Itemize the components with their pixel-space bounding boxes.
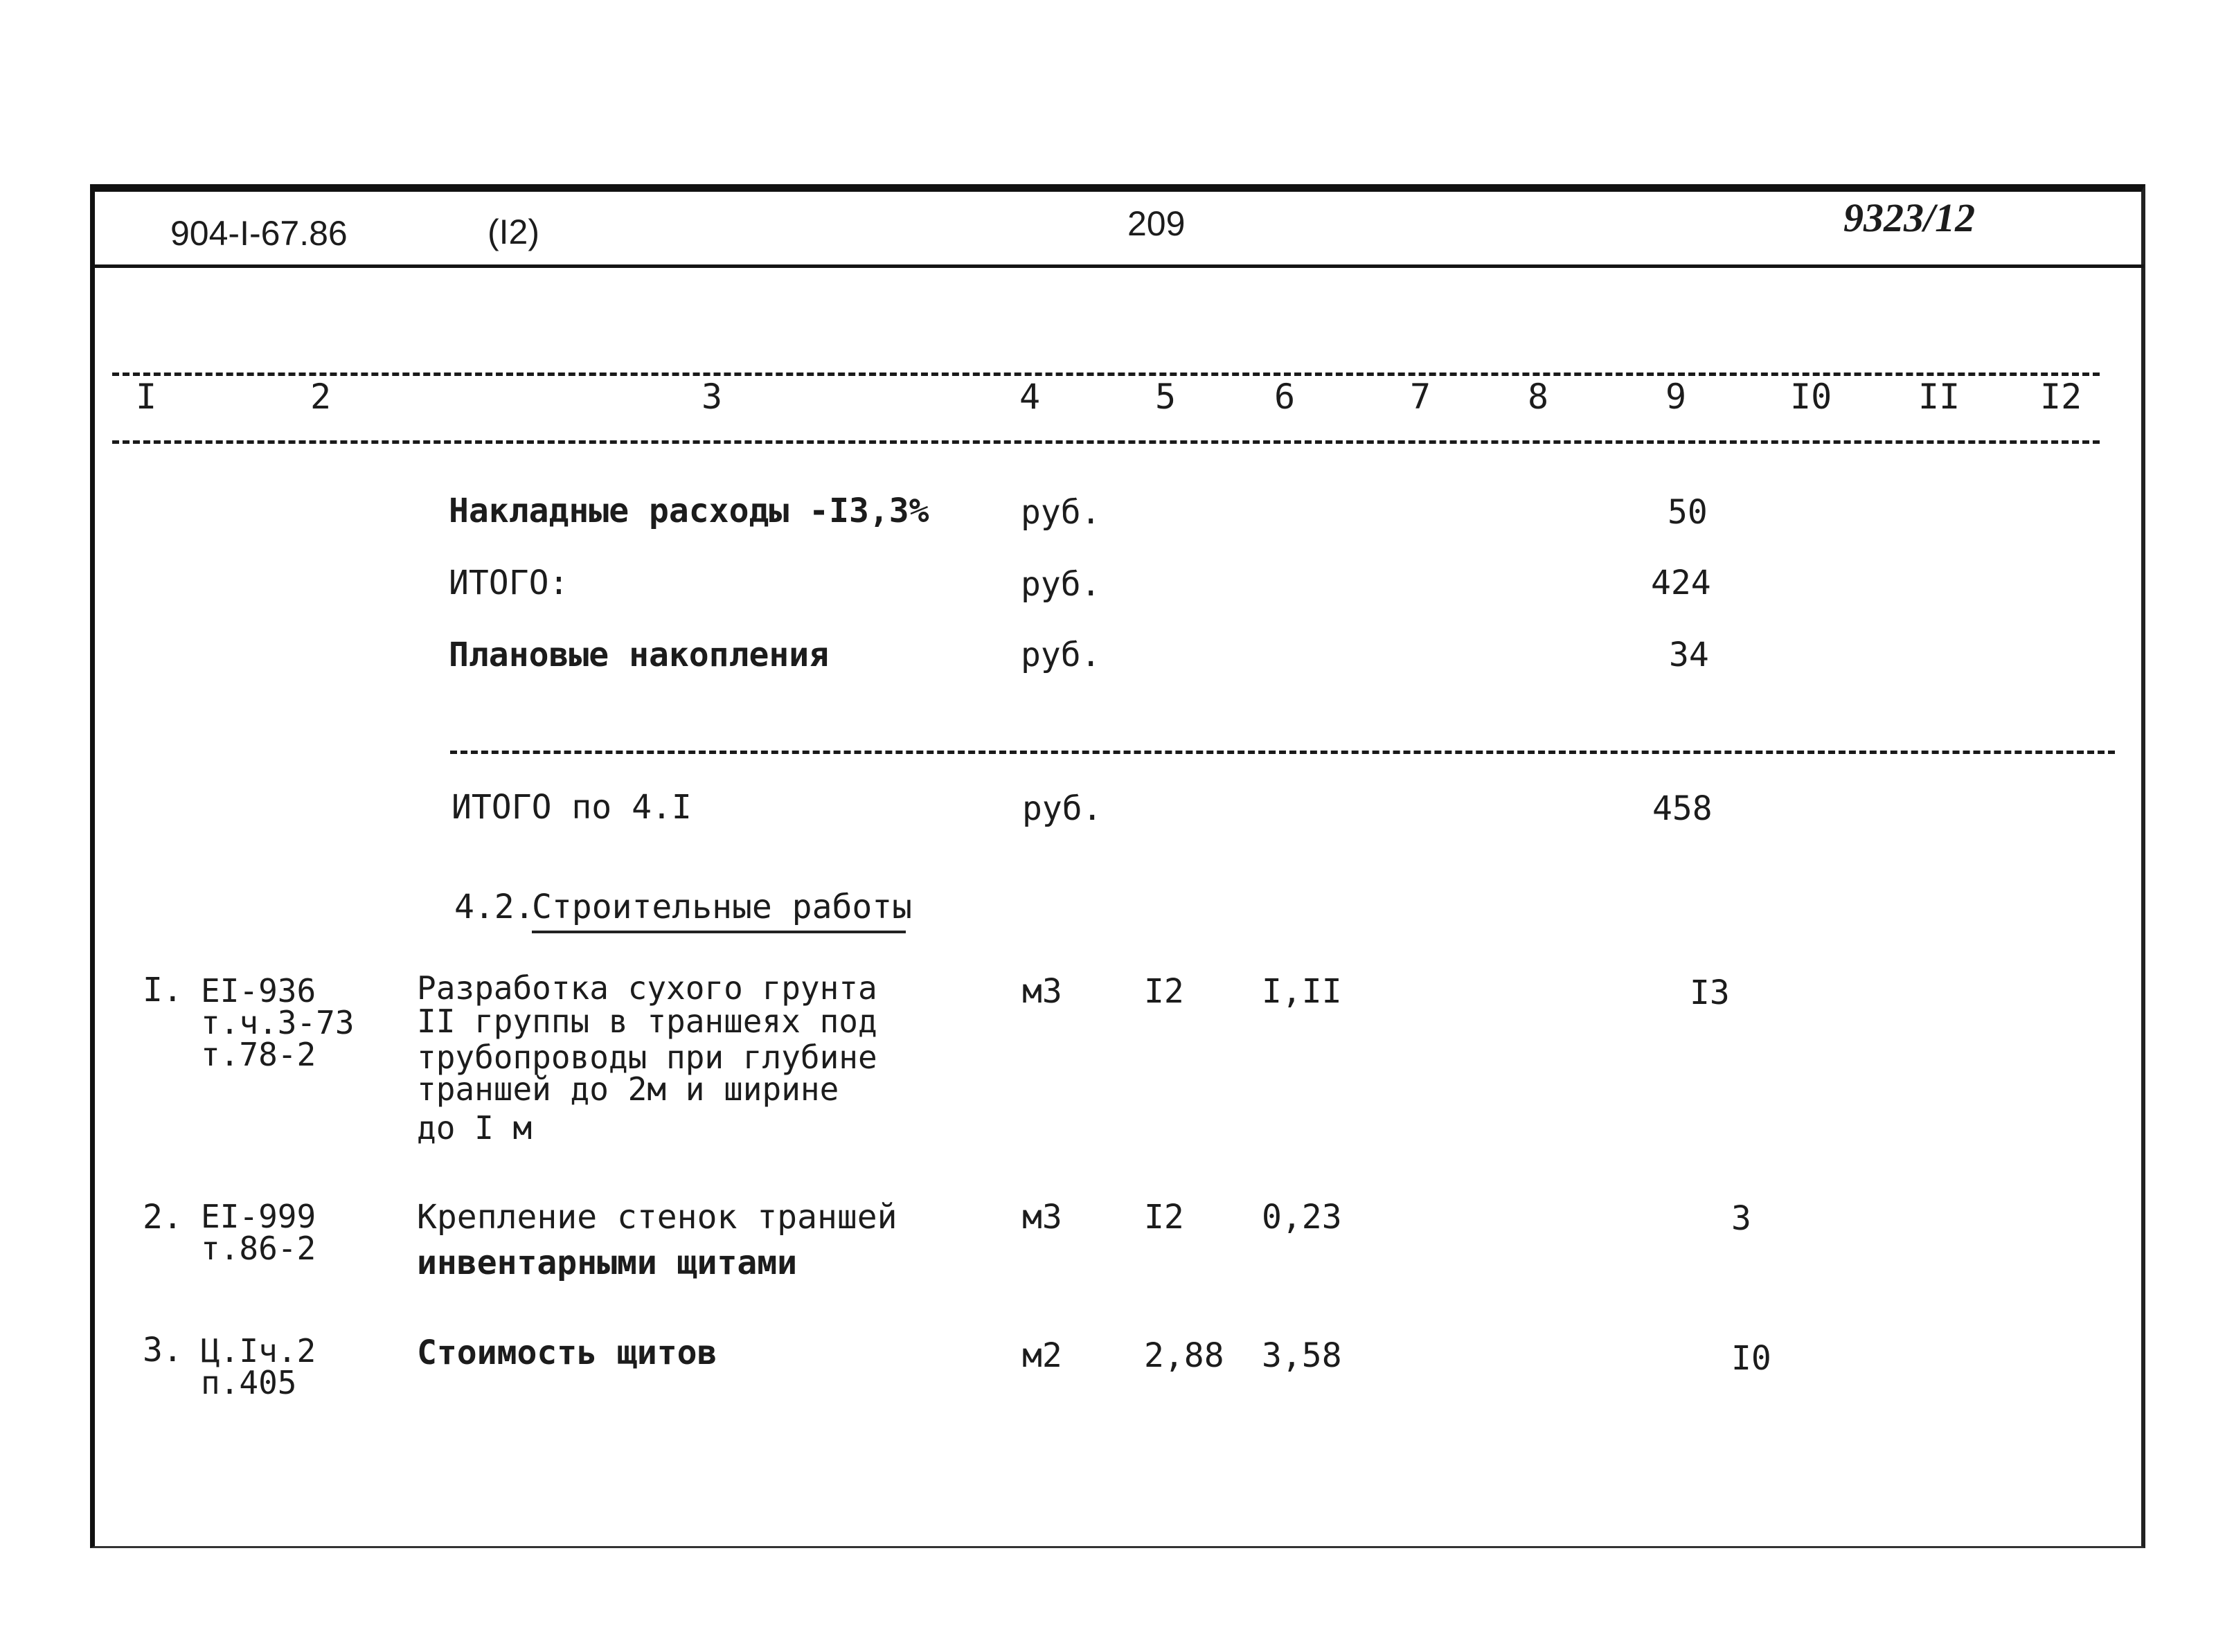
item-description: трубопроводы при глубине [417, 1039, 877, 1076]
summary-label: ИТОГО: [449, 564, 569, 602]
item-unit-price: I,II [1262, 972, 1342, 1011]
item-code: Ц.Iч.2 [201, 1332, 316, 1370]
column-header-top-rule [112, 372, 2100, 376]
item-description: II группы в траншеях под [417, 1003, 877, 1040]
item-quantity: I2 [1144, 972, 1184, 1011]
section-title-underline [532, 931, 906, 933]
column-number-9: 9 [1665, 377, 1687, 417]
summary-unit: руб. [1021, 493, 1101, 532]
item-unit: м3 [1022, 1198, 1062, 1237]
item-description: Разработка сухого грунта [417, 969, 877, 1007]
item-sum: 3 [1731, 1199, 1751, 1238]
column-number-1: I [136, 377, 157, 417]
item-code: EI-999 [201, 1198, 316, 1235]
summary-unit: руб. [1021, 565, 1101, 604]
summary-value: 424 [1651, 564, 1711, 602]
summary-value: 50 [1668, 493, 1708, 532]
item-number: 2. [143, 1198, 183, 1237]
item-description: Стоимость щитов [417, 1334, 717, 1372]
item-code: т.ч.3-73 [201, 1004, 355, 1041]
item-unit-price: 0,23 [1262, 1198, 1342, 1237]
page-number: 209 [1127, 204, 1186, 243]
column-number-11: II [1918, 377, 1960, 417]
column-number-12: I2 [2040, 377, 2082, 417]
document-code: 904-I-67.86 [170, 214, 348, 253]
sheet-number: (I2) [488, 213, 539, 251]
item-number: I. [143, 971, 183, 1009]
column-number-5: 5 [1155, 377, 1177, 417]
section-title: Строительные работы [532, 888, 913, 926]
total-label: ИТОГО по 4.I [452, 788, 692, 827]
section-number: 4.2. [454, 888, 535, 926]
item-description: Крепление стенок траншей [417, 1198, 897, 1237]
item-unit: м2 [1022, 1336, 1062, 1375]
item-sum: I3 [1690, 973, 1730, 1012]
item-code: т.86-2 [201, 1230, 316, 1267]
column-number-2: 2 [310, 377, 332, 417]
item-sum: I0 [1731, 1339, 1771, 1378]
column-number-3: 3 [702, 377, 723, 417]
item-unit-price: 3,58 [1262, 1336, 1342, 1375]
total-rule [450, 751, 2115, 754]
item-unit: м3 [1022, 972, 1062, 1011]
column-number-4: 4 [1019, 377, 1041, 417]
summary-value: 34 [1669, 636, 1709, 674]
summary-label: Накладные расходы -I3,3% [449, 492, 929, 530]
inventory-number: 9323/12 [1843, 195, 1976, 240]
item-code: п.405 [201, 1364, 297, 1401]
summary-unit: руб. [1021, 636, 1101, 674]
column-number-6: 6 [1274, 377, 1296, 417]
item-number: 3. [143, 1331, 183, 1370]
item-quantity: 2,88 [1144, 1336, 1224, 1375]
total-unit: руб. [1022, 789, 1102, 828]
column-header-bottom-rule [112, 440, 2100, 444]
item-description: траншей до 2м и ширине [417, 1070, 839, 1108]
item-description: до I м [417, 1109, 533, 1147]
column-number-8: 8 [1528, 377, 1549, 417]
column-number-10: I0 [1790, 377, 1832, 417]
item-quantity: I2 [1144, 1198, 1184, 1237]
item-description: инвентарными щитами [417, 1244, 798, 1282]
column-number-7: 7 [1410, 377, 1431, 417]
total-value: 458 [1652, 789, 1713, 828]
page-frame [90, 184, 2145, 1548]
summary-label: Плановые накопления [449, 636, 830, 674]
header-rule [94, 264, 2144, 268]
item-code: т.78-2 [201, 1036, 316, 1073]
item-code: EI-936 [201, 972, 316, 1009]
